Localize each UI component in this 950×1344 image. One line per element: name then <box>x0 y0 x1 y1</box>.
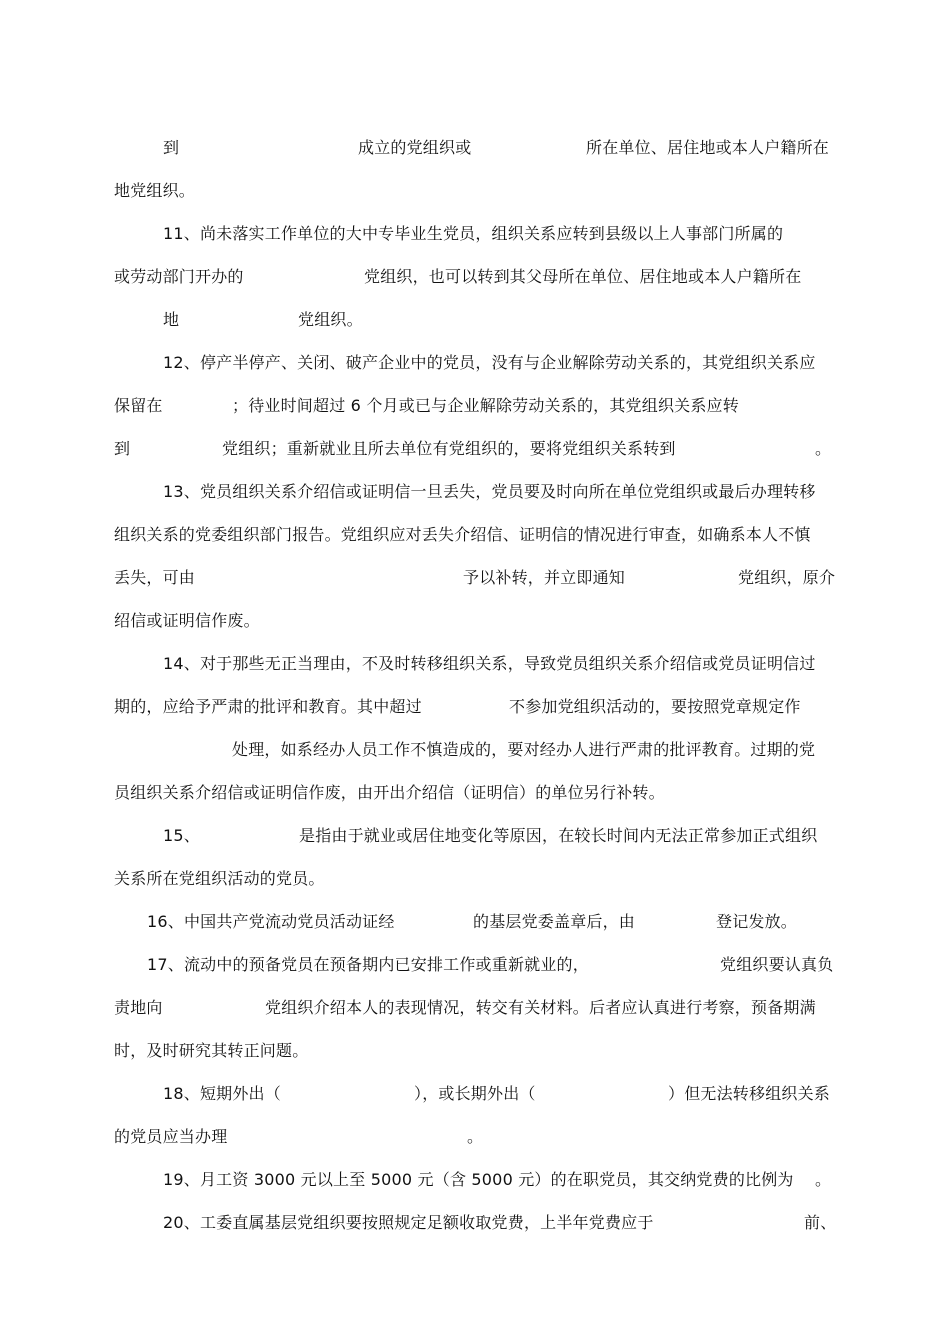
text-segment: 所在单位、居住地或本人户籍所在 <box>586 138 830 157</box>
text-segment: 不参加党组织活动的，要按照党章规定作 <box>509 697 801 716</box>
text-segment: ），或长期外出（ <box>414 1084 536 1103</box>
text-segment: 16、中国共产党流动党员活动证经 <box>147 912 395 931</box>
text-segment: 。 <box>815 439 832 458</box>
text-segment: 成立的党组织或 <box>358 138 472 157</box>
text-segment: 12、停产半停产、关闭、破产企业中的党员，没有与企业解除劳动关系的，其党组织关系应 <box>163 353 816 372</box>
text-segment: 丢失，可由 <box>114 568 196 587</box>
text-segment: 地党组织。 <box>114 181 196 200</box>
text-segment: 处理，如系经办人员工作不慎造成的，要对经办人进行严肃的批评教育。过期的党 <box>232 740 816 759</box>
text-segment: 党组织。 <box>298 310 363 329</box>
text-segment: ）但无法转移组织关系 <box>668 1084 831 1103</box>
text-segment: 登记发放。 <box>716 912 798 931</box>
text-segment: 17、流动中的预备党员在预备期内已安排工作或重新就业的， <box>147 955 589 974</box>
text-segment: 时，及时研究其转正问题。 <box>114 1041 309 1060</box>
text-segment: 的党员应当办理 <box>114 1127 228 1146</box>
text-segment: 14、对于那些无正当理由，不及时转移组织关系，导致党员组织关系介绍信或党员证明信过 <box>163 654 816 673</box>
text-segment: 或劳动部门开办的 <box>114 267 244 286</box>
text-segment: 15、 <box>163 826 200 845</box>
text-segment: 是指由于就业或居住地变化等原因，在较长时间内无法正常参加正式组织 <box>299 826 818 845</box>
text-segment: 到 <box>163 138 180 157</box>
text-segment: 党组织；重新就业且所去单位有党组织的，要将党组织关系转到 <box>222 439 676 458</box>
text-segment: 地 <box>163 310 180 329</box>
text-segment: 。 <box>815 1170 832 1189</box>
text-segment: 19、月工资 3000 元以上至 5000 元（含 5000 元）的在职党员，其交纳党费的比例为 <box>163 1170 794 1189</box>
text-segment: 的基层党委盖章后，由 <box>473 912 636 931</box>
text-segment: 责地向 <box>114 998 163 1017</box>
text-segment: 党组织，原介 <box>738 568 836 587</box>
text-segment: 员组织关系介绍信或证明信作废，由开出介绍信（证明信）的单位另行补转。 <box>114 783 665 802</box>
text-segment: 。 <box>467 1127 484 1146</box>
text-segment: 党组织要认真负 <box>720 955 834 974</box>
text-segment: 党组织，也可以转到其父母所在单位、居住地或本人户籍所在 <box>364 267 802 286</box>
text-segment: 关系所在党组织活动的党员。 <box>114 869 325 888</box>
text-segment: 予以补转，并立即通知 <box>463 568 626 587</box>
text-segment: 保留在 <box>114 396 163 415</box>
text-segment: 绍信或证明信作废。 <box>114 611 260 630</box>
text-segment: 18、短期外出（ <box>163 1084 281 1103</box>
text-segment: 11、尚未落实工作单位的大中专毕业生党员，组织关系应转到县级以上人事部门所属的 <box>163 224 784 243</box>
text-segment: 前、 <box>804 1213 837 1232</box>
text-segment: 20、工委直属基层党组织要按照规定足额收取党费，上半年党费应于 <box>163 1213 654 1232</box>
text-segment: 到 <box>114 439 131 458</box>
text-segment: 组织关系的党委组织部门报告。党组织应对丢失介绍信、证明信的情况进行审查，如确系本人不慎 <box>114 525 811 544</box>
text-segment: ；待业时间超过 6 个月或已与企业解除劳动关系的，其党组织关系应转 <box>232 396 739 415</box>
text-segment: 党组织介绍本人的表现情况，转交有关材料。后者应认真进行考察，预备期满 <box>265 998 816 1017</box>
text-segment: 期的，应给予严肃的批评和教育。其中超过 <box>114 697 422 716</box>
text-segment: 13、党员组织关系介绍信或证明信一旦丢失，党员要及时向所在单位党组织或最后办理转移 <box>163 482 816 501</box>
